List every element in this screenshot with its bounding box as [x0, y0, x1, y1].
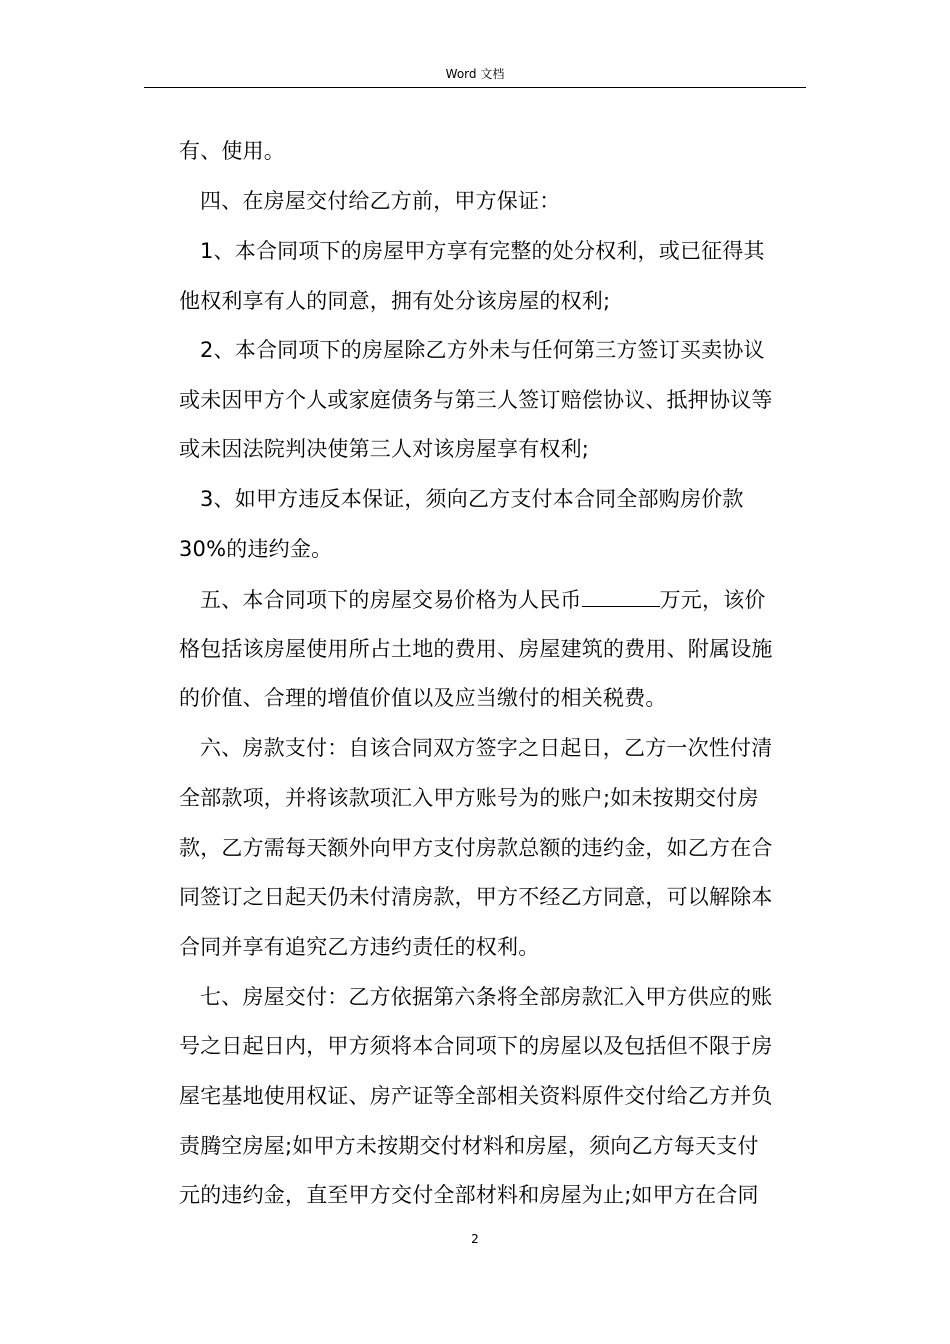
body-line: 合同并享有追究乙方违约责任的权利。 — [179, 935, 540, 959]
body-line: 全部款项，并将该款项汇入甲方账号为的账户;如未按期交付房 — [179, 786, 759, 810]
body-line: 3、如甲方违反本保证，须向乙方支付本合同全部购房价款 — [200, 487, 744, 511]
body-line: 格包括该房屋使用所占土地的费用、房屋建筑的费用、附属设施 — [179, 637, 773, 661]
body-line: 四、在房屋交付给乙方前，甲方保证： — [200, 189, 561, 213]
body-line: 六、房款支付：自该合同双方签字之日起日，乙方一次性付清 — [200, 736, 773, 760]
header-rule — [144, 87, 806, 88]
header-title: Word 文档 — [445, 67, 505, 81]
price-text-after: 万元，该价 — [659, 588, 766, 612]
body-line: 七、房屋交付：乙方依据第六条将全部房款汇入甲方供应的账 — [200, 985, 773, 1009]
price-blank-field — [582, 584, 660, 607]
body-line: 元的违约金，直至甲方交付全部材料和房屋为止;如甲方在合同 — [179, 1183, 759, 1207]
body-line: 或未因甲方个人或家庭债务与第三人签订赔偿协议、抵押协议等 — [179, 388, 773, 412]
body-line: 2、本合同项下的房屋除乙方外未与任何第三方签订买卖协议 — [200, 338, 765, 362]
page-number: 2 — [471, 1232, 479, 1246]
body-line: 30%的违约金。 — [179, 537, 333, 561]
body-line: 有、使用。 — [179, 139, 285, 163]
body-line: 1、本合同项下的房屋甲方享有完整的处分权利，或已征得其 — [200, 239, 765, 263]
body-line: 同签订之日起天仍未付清房款，甲方不经乙方同意，可以解除本 — [179, 885, 773, 909]
body-line: 款，乙方需每天额外向甲方支付房款总额的违约金，如乙方在合 — [179, 836, 773, 860]
body-line: 责腾空房屋;如甲方未按期交付材料和房屋，须向乙方每天支付 — [179, 1134, 759, 1158]
body-line-with-blank — [200, 584, 840, 614]
body-line: 屋宅基地使用权证、房产证等全部相关资料原件交付给乙方并负 — [179, 1084, 773, 1108]
body-line: 或未因法院判决使第三人对该房屋享有权利; — [179, 437, 590, 461]
price-text-before: 五、本合同项下的房屋交易价格为人民币 — [200, 588, 582, 612]
body-line: 他权利享有人的同意，拥有处分该房屋的权利; — [179, 289, 611, 313]
body-line: 的价值、合理的增值价值以及应当缴付的相关税费。 — [179, 686, 667, 710]
body-line: 号之日起日内，甲方须将本合同项下的房屋以及包括但不限于房 — [179, 1034, 773, 1058]
